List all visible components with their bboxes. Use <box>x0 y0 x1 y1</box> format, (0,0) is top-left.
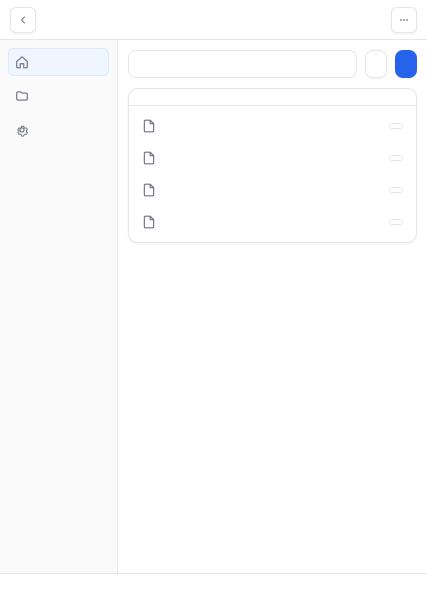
toolbar-row <box>128 50 417 78</box>
chevron-left-icon <box>17 13 29 27</box>
content-area <box>0 40 427 573</box>
list-item[interactable] <box>135 208 410 236</box>
main-panel <box>118 40 427 573</box>
gear-icon <box>15 123 29 137</box>
more-icon <box>398 13 410 27</box>
file-icon <box>142 119 156 133</box>
top-bar <box>0 0 427 40</box>
content-card <box>128 88 417 243</box>
folder-icon <box>15 89 29 103</box>
list-item[interactable] <box>135 144 410 172</box>
footer <box>0 573 427 607</box>
status-badge <box>389 123 403 129</box>
card-header <box>129 89 416 106</box>
sidebar-item-3[interactable] <box>8 116 109 144</box>
file-icon <box>142 151 156 165</box>
status-badge <box>389 219 403 225</box>
sidebar-item-2[interactable] <box>8 82 109 110</box>
file-icon <box>142 215 156 229</box>
item-list <box>129 106 416 242</box>
search-input[interactable] <box>128 50 357 78</box>
list-item[interactable] <box>135 176 410 204</box>
more-button[interactable] <box>391 7 417 33</box>
secondary-button[interactable] <box>365 50 387 78</box>
status-badge <box>389 155 403 161</box>
primary-button[interactable] <box>395 50 417 78</box>
home-icon <box>15 55 29 69</box>
file-icon <box>142 183 156 197</box>
back-button[interactable] <box>10 7 36 33</box>
status-badge <box>389 187 403 193</box>
list-item[interactable] <box>135 112 410 140</box>
sidebar <box>0 40 118 573</box>
sidebar-item-1[interactable] <box>8 48 109 76</box>
